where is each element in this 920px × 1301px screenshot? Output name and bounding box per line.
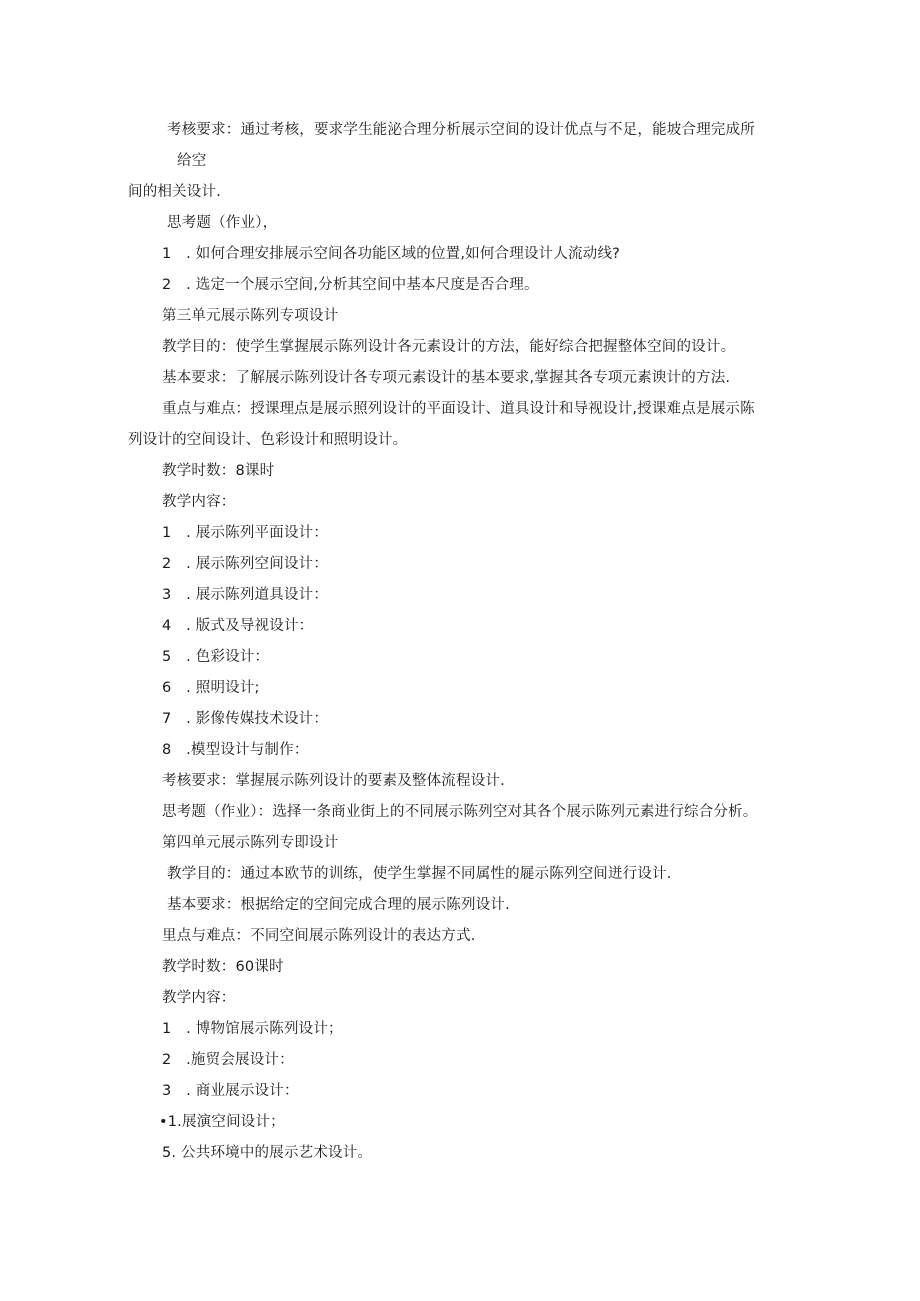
homework-heading: 思考题（作业）， (167, 215, 278, 231)
unit-3-content-item-1: 1 . 展示陈列平面设计： (162, 525, 329, 541)
unit-3-teaching-content-heading: 教学内容： (162, 494, 236, 510)
assessment-requirement-line-1: 考核要求：通过考核，要求学生能泌合理分析展示空间的设计优点与不足，能坡合理完成所 (167, 122, 755, 138)
unit-4-content-item-4: •1.展演空间设计； (159, 1114, 285, 1130)
unit-3-content-item-2: 2 . 展示陈列空间设计： (162, 556, 329, 572)
unit-4-content-item-5: 5. 公共环境中的展示艺术设计。 (162, 1145, 373, 1161)
unit-3-content-item-3: 3 . 展示陈列道具设计： (162, 587, 329, 603)
unit-3-basic-requirement: 基本要求：了解展示陈列设计各专项元素设计的基本要求,掌握其各专项元素谀计的方法. (162, 370, 731, 386)
unit-4-teaching-content-heading: 教学内容： (162, 990, 236, 1006)
unit-3-assessment-requirement: 考核要求：掌握展示陈列设计的要素及整体流程设计. (162, 773, 505, 789)
unit-3-teaching-hours: 教学时数：8课时 (162, 463, 275, 479)
unit-3-content-item-4: 4 . 版式及导视设计： (162, 618, 314, 634)
unit-4-teaching-hours: 教学时数：60课时 (162, 959, 284, 975)
unit-3-content-item-5: 5 . 色彩设计： (162, 649, 270, 665)
homework-item-1: 1 . 如何合理安排展示空间各功能区域的位置,如何合理设计人流动线? (162, 246, 621, 262)
unit-3-title: 第三单元展示陈列专项设计 (162, 308, 339, 324)
unit-3-teaching-goal: 教学目的：使学生掌握展示陈列设计各元素设计的方法，能好综合把握整体空间的设计。 (162, 339, 736, 355)
unit-3-content-item-6: 6 . 照明设计; (162, 680, 260, 696)
unit-4-basic-requirement: 基本要求：根据给定的空间完成合理的展示陈列设计. (167, 897, 510, 913)
unit-4-content-item-2: 2 .施贸会展设计： (162, 1052, 294, 1068)
unit-4-title: 第四单元展示陈列专即设计 (162, 835, 339, 851)
unit-3-content-item-7: 7 . 影像传媒技术设计： (162, 711, 329, 727)
unit-3-homework: 思考题（作业）：选择一条商业街上的不同展示陈列空对其各个展示陈列元素进行综合分析。 (162, 804, 758, 820)
unit-4-content-item-3: 3 . 商业展示设计： (162, 1083, 299, 1099)
assessment-requirement-line-2: 给空 (177, 153, 207, 169)
unit-4-teaching-goal: 教学目的：通过本欧节的训练，使学生掌握不同属性的屣示陈列空间迸行设计. (167, 866, 672, 882)
homework-item-2: 2 . 选定一个展示空间,分析其空间中基本尺度是否合理。 (162, 277, 539, 293)
unit-3-content-item-8: 8 .模型设计与制作： (162, 742, 309, 758)
unit-3-key-points-line-1: 重点与难点：授课理点是展示照列设计的平面设计、道具设计和导视设计,授课难点是展示陈 (162, 401, 755, 417)
unit-3-key-points-line-2: 列设计的空间设计、色彩设计和照明设计。 (128, 432, 408, 448)
unit-4-key-points: 里点与难点：不同空间展示陈列设计的表达方式. (162, 928, 476, 944)
assessment-requirement-line-3: 间的相关设计. (128, 184, 222, 200)
unit-4-content-item-1: 1 . 博物馆展示陈列设计； (162, 1021, 343, 1037)
